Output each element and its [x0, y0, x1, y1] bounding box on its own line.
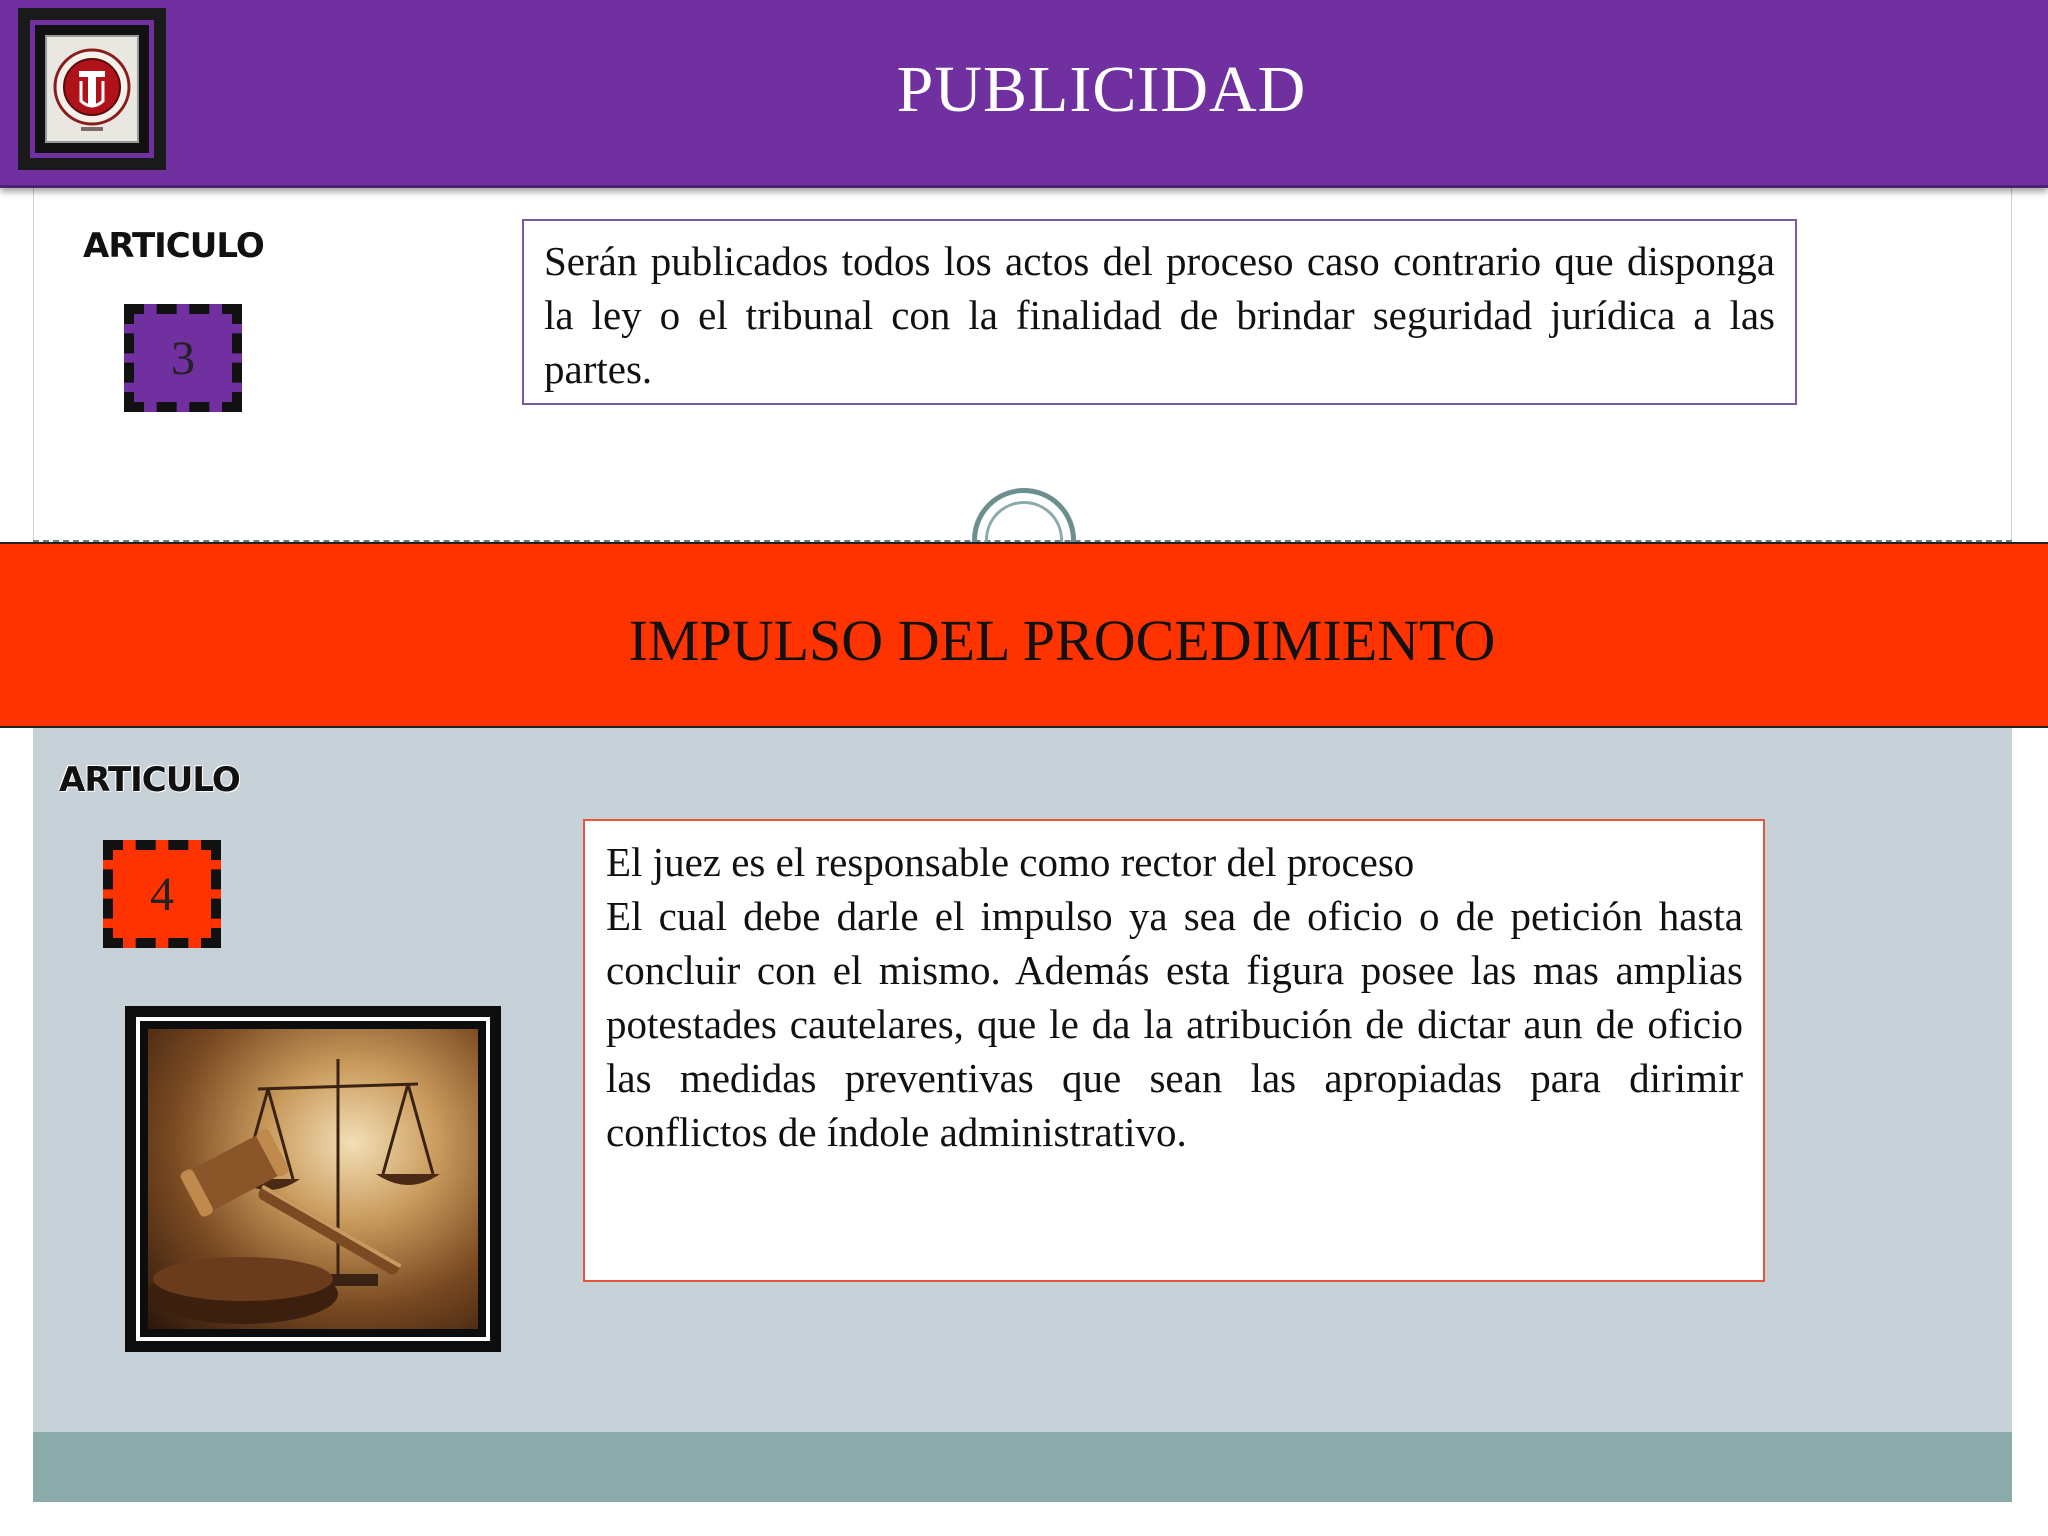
publicidad-text-box: [522, 219, 1797, 405]
gavel-and-scales-photo: [148, 1029, 478, 1329]
articulo-label-3: ARTICULO: [83, 226, 264, 266]
header-bar: [0, 0, 2048, 188]
impulso-text-box: [583, 819, 1765, 1282]
impulso-text-line1: El juez es el responsable como rector del proceso: [606, 839, 1415, 885]
photo-frame: [125, 1006, 501, 1352]
section-title: IMPULSO DEL PROCEDIMIENTO: [628, 608, 1496, 673]
articulo-label-4: ARTICULO: [59, 760, 240, 800]
publicidad-text: Serán publicados todos los actos del proceso caso contrario que disponga la ley o el tribunal con la finalidad de brindar seguridad jurídica a las partes.: [544, 238, 1775, 392]
impulso-text-paragraph: El cual debe darle el impulso ya sea de oficio o de petición hasta concluir con el mismo. Además esta figura posee las mas amplias potestades cautelares, que le da la atribución de dictar aun de oficio las medidas preventivas que sean las apropiadas para dirimir conflictos de índole administrativo.: [606, 893, 1743, 1155]
footer-bar: [33, 1432, 2012, 1502]
article-number-4: 4: [103, 840, 221, 948]
article-number-3: 3: [124, 304, 242, 412]
page-title: PUBLICIDAD: [896, 53, 1307, 126]
